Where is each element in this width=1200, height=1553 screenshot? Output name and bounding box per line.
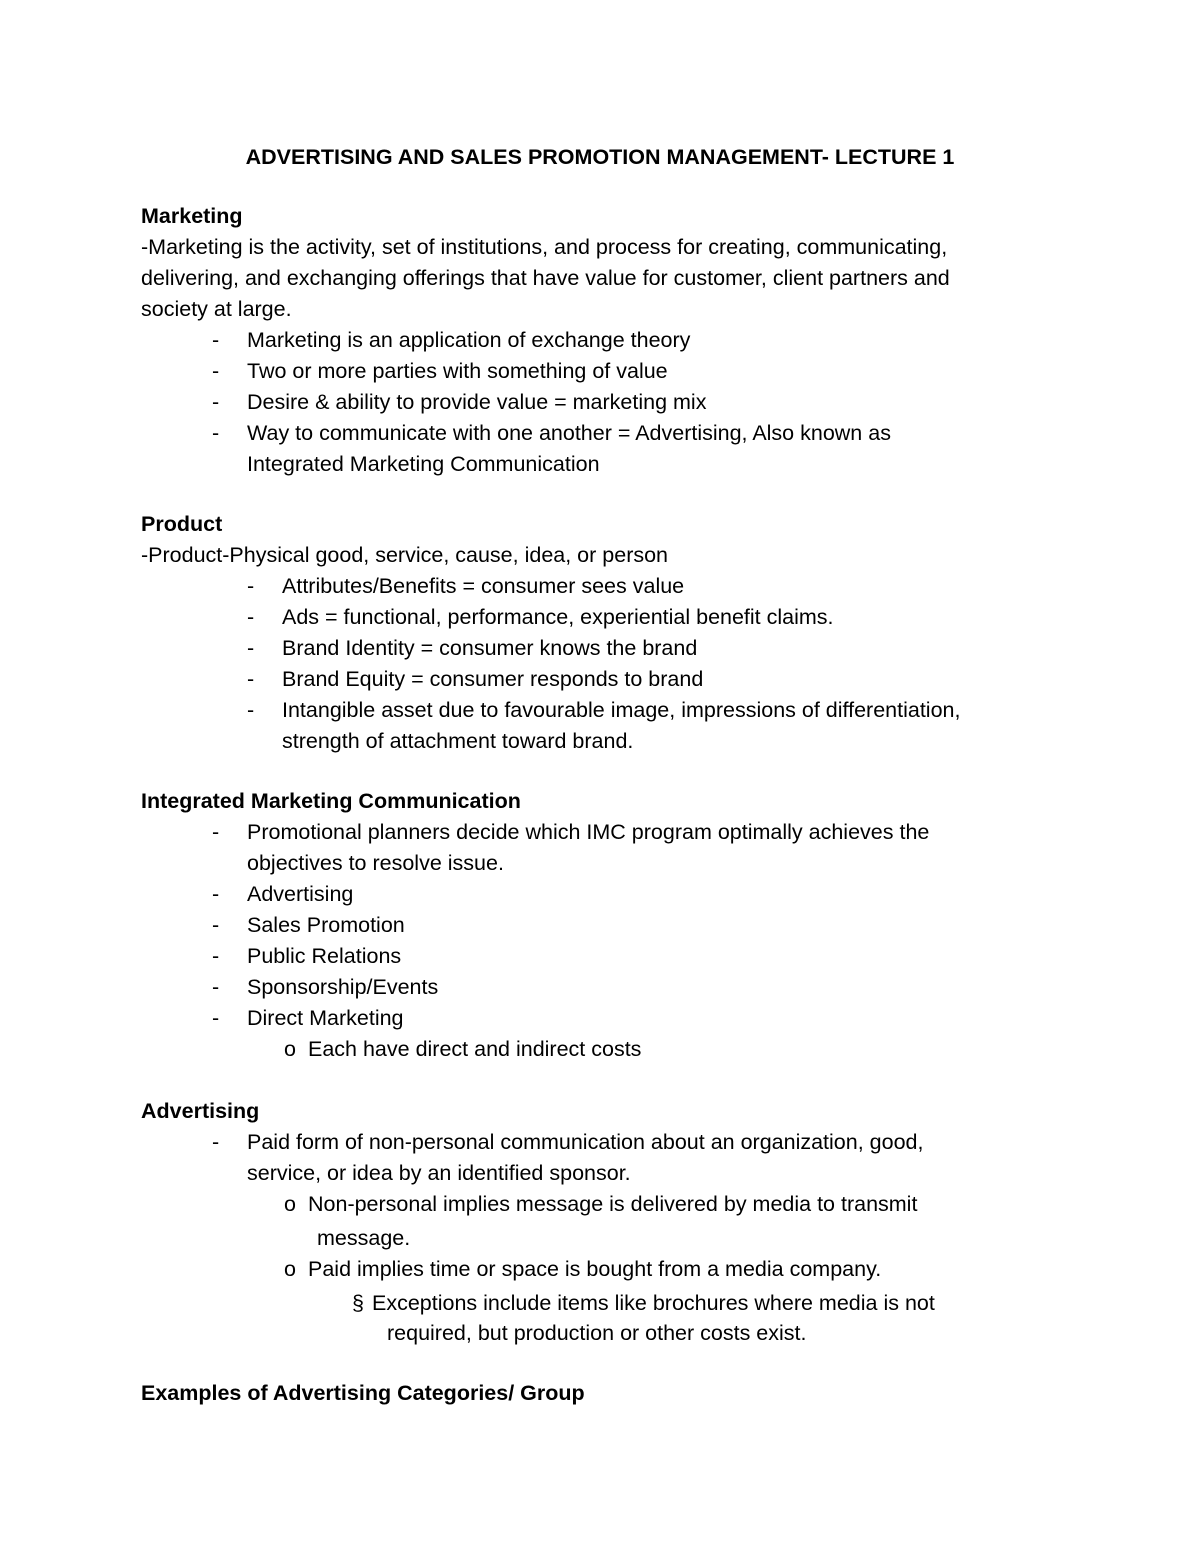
- heading-imc: Integrated Marketing Communication: [141, 789, 521, 813]
- advertising-sub-bullet: Paid implies time or space is bought from a media company.: [308, 1257, 882, 1281]
- marketing-bullet: Way to communicate with one another = Advertising, Also known as: [247, 421, 891, 445]
- dash-bullet: -: [247, 698, 255, 722]
- product-bullet: Brand Identity = consumer knows the brand: [282, 636, 698, 660]
- dash-bullet: -: [212, 975, 220, 999]
- product-bullet: Attributes/Benefits = consumer sees value: [282, 574, 685, 598]
- heading-examples: Examples of Advertising Categories/ Group: [141, 1381, 585, 1405]
- product-bullet-continuation: strength of attachment toward brand.: [282, 729, 634, 753]
- imc-bullet: Public Relations: [247, 944, 402, 968]
- marketing-intro-line: -Marketing is the activity, set of institutions, and process for creating, communicating,: [141, 235, 948, 259]
- product-bullet: Brand Equity = consumer responds to brand: [282, 667, 704, 691]
- dash-bullet: -: [247, 667, 255, 691]
- advertising-sub-bullet-continuation: message.: [317, 1226, 411, 1250]
- dash-bullet: -: [212, 1006, 220, 1030]
- circle-bullet: o: [284, 1257, 296, 1281]
- imc-sub-bullet: Each have direct and indirect costs: [308, 1037, 642, 1061]
- advertising-bullet-continuation: service, or idea by an identified sponsor.: [247, 1161, 631, 1185]
- advertising-sub-bullet: Non-personal implies message is delivered by media to transmit: [308, 1192, 918, 1216]
- heading-marketing: Marketing: [141, 204, 243, 228]
- dash-bullet: -: [212, 882, 220, 906]
- imc-bullet: Sponsorship/Events: [247, 975, 439, 999]
- heading-advertising: Advertising: [141, 1099, 260, 1123]
- dash-bullet: -: [212, 390, 220, 414]
- dash-bullet: -: [212, 913, 220, 937]
- dash-bullet: -: [247, 605, 255, 629]
- marketing-bullet: Marketing is an application of exchange theory: [247, 328, 691, 352]
- imc-bullet: Advertising: [247, 882, 354, 906]
- dash-bullet: -: [212, 944, 220, 968]
- advertising-sub-sub-bullet: Exceptions include items like brochures where media is not: [372, 1291, 935, 1315]
- circle-bullet: o: [284, 1037, 296, 1061]
- marketing-bullet: Two or more parties with something of value: [247, 359, 668, 383]
- dash-bullet: -: [212, 820, 220, 844]
- dash-bullet: -: [212, 421, 220, 445]
- section-sign-bullet: §: [352, 1291, 364, 1315]
- dash-bullet: -: [247, 574, 255, 598]
- imc-bullet: Promotional planners decide which IMC program optimally achieves the: [247, 820, 930, 844]
- marketing-bullet-continuation: Integrated Marketing Communication: [247, 452, 600, 476]
- heading-product: Product: [141, 512, 223, 536]
- imc-bullet: Direct Marketing: [247, 1006, 404, 1030]
- dash-bullet: -: [212, 359, 220, 383]
- imc-bullet: Sales Promotion: [247, 913, 405, 937]
- advertising-sub-sub-bullet-continuation: required, but production or other costs exist.: [387, 1321, 807, 1345]
- dash-bullet: -: [247, 636, 255, 660]
- marketing-intro-line: society at large.: [141, 297, 292, 321]
- advertising-bullet: Paid form of non-personal communication about an organization, good,: [247, 1130, 924, 1154]
- marketing-bullet: Desire & ability to provide value = marketing mix: [247, 390, 707, 414]
- product-bullet: Ads = functional, performance, experiential benefit claims.: [282, 605, 834, 629]
- product-bullet: Intangible asset due to favourable image, impressions of differentiation,: [282, 698, 961, 722]
- dash-bullet: -: [212, 1130, 220, 1154]
- marketing-intro-line: delivering, and exchanging offerings that have value for customer, client partners and: [141, 266, 950, 290]
- imc-bullet-continuation: objectives to resolve issue.: [247, 851, 504, 875]
- dash-bullet: -: [212, 328, 220, 352]
- product-intro: -Product-Physical good, service, cause, idea, or person: [141, 543, 669, 567]
- circle-bullet: o: [284, 1192, 296, 1216]
- page-title: ADVERTISING AND SALES PROMOTION MANAGEMENT- LECTURE 1: [245, 145, 955, 169]
